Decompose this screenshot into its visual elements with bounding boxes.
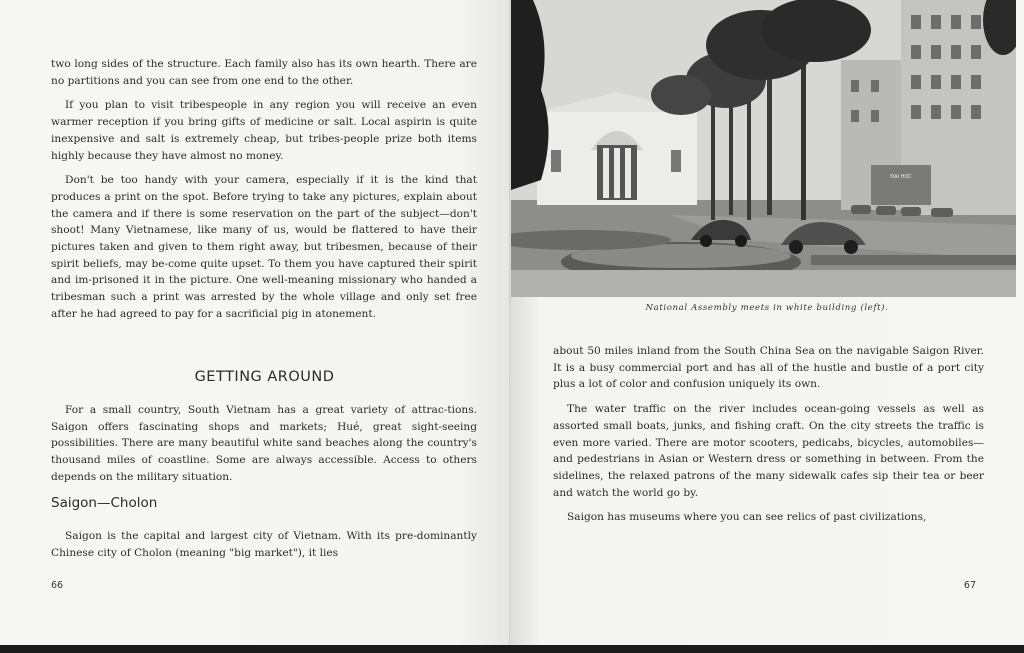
left-paragraph-4: For a small country, South Vietnam has a great variety of attrac-tions. Saigon offers fascinating shops and markets; Hué, great sight-seeing possibilities. There are many beautiful white sand beaches along the country's thousand miles of coastline. Some are always accessible. Access to others depends on the military situation. <box>51 404 477 483</box>
right-paragraph-2: The water traffic on the river includes ocean-going vessels as well as assorted small boats, junks, and fishing craft. On the city streets the traffic is even more varied. There are motor scooters, pedicabs, bicycles, automobiles—and pedestrians in Asian or Western dress or something in between. From the sidelines, the relaxed patrons of the many sidewalk cafes sip their tea or beer and watch the world go by. <box>553 403 984 499</box>
photo-illustration <box>511 0 1016 297</box>
right-paragraph-1: about 50 miles inland from the South China Sea on the navigable Saigon River. It is a busy commercial port and has all of the hustle and bustle of a port city plus a lot of color and confusion uniquely its own. <box>553 345 984 391</box>
left-page-number: 66 <box>51 580 64 591</box>
left-paragraph-5: Saigon is the capital and largest city of Vietnam. With its pre-dominantly Chinese city of Cholon (meaning "big market"), it lies <box>51 530 477 559</box>
subsection-heading: Saigon—Cholon <box>51 495 158 511</box>
right-page <box>510 0 1024 645</box>
left-page <box>0 0 510 645</box>
left-body-bottom <box>51 528 477 569</box>
left-paragraph-3: Don't be too handy with your camera, especially if it is the kind that produces a print on the spot. Before trying to take any pictures, explain about the camera and if there is some reservation on the part of the subject—don't shoot! Many Vietnamese, like many of us, would be flattered to have their pictures taken and given to them right away, but tribesmen, because of their spirit beliefs, may be-come quite upset. To them you have captured their spirit and im-prisoned it in the picture. One well-meaning missionary who handed a tribesman such a print was arrested by the whole village and only set free after he had agreed to pay for a sacrificial pig in atonement. <box>51 174 477 320</box>
photo-caption: National Assembly meets in white building (left). <box>645 303 889 313</box>
left-paragraph-1: two long sides of the structure. Each family also has its own hearth. There are no partitions and you can see from one end to the other. <box>51 58 477 87</box>
shop-sign-text: ĐẠI HỌC <box>890 174 912 180</box>
left-body-middle <box>51 402 477 494</box>
left-body-top <box>51 56 477 331</box>
right-body <box>553 343 984 534</box>
section-heading: GETTING AROUND <box>194 369 335 385</box>
right-page-number: 67 <box>963 580 976 591</box>
left-paragraph-2: If you plan to visit tribespeople in any region you will receive an even warmer reception if you bring gifts of medicine or salt. Local aspirin is quite inexpensive and salt is extremely cheap, but tribes-people prize both items highly because they have almost no money. <box>51 99 477 162</box>
right-paragraph-3: Saigon has museums where you can see relics of past civilizations, <box>567 511 927 524</box>
street-scene-photo <box>511 0 1016 297</box>
